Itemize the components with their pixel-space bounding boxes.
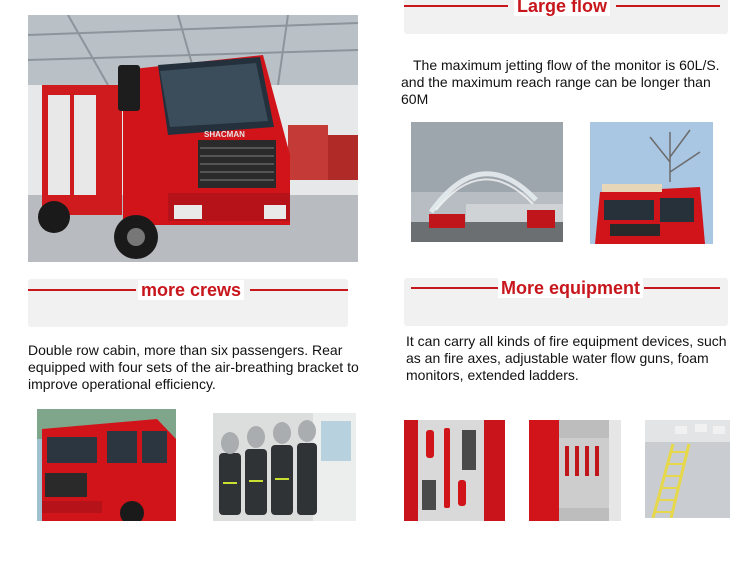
extended-ladder-photo bbox=[645, 420, 730, 518]
more-equipment-rule-right bbox=[644, 287, 720, 289]
breathing-bracket-photo bbox=[213, 413, 356, 521]
main-truck-photo bbox=[28, 15, 358, 262]
more-equipment-rule-left bbox=[411, 287, 498, 289]
truck-monitor-photo bbox=[590, 122, 713, 244]
more-crews-text: Double row cabin, more than six passengers. Rear equipped with four sets of the air-breathing bracket to improve operational efficiency. bbox=[28, 342, 359, 392]
truck-grille-brand: SHACMAN bbox=[204, 130, 245, 139]
large-flow-text: The maximum jetting flow of the monitor is 60L/S. and the maximum reach range can be longer than 60M bbox=[401, 57, 720, 107]
more-crews-rule-left bbox=[28, 289, 136, 291]
large-flow-rule-right bbox=[616, 5, 720, 7]
water-jet-photo bbox=[411, 122, 563, 242]
large-flow-rule-left bbox=[404, 5, 508, 7]
more-crews-heading: more crews bbox=[138, 280, 244, 300]
large-flow-heading: Large flow bbox=[514, 0, 610, 16]
more-equipment-text: It can carry all kinds of fire equipment devices, such as an fire axes, adjustable water flow guns, foam monitors, extended ladders. bbox=[406, 333, 727, 383]
more-equipment-heading: More equipment bbox=[498, 278, 643, 298]
double-cabin-photo bbox=[37, 409, 176, 521]
more-crews-rule-right bbox=[250, 289, 348, 291]
equipment-compartment-photo bbox=[404, 420, 505, 521]
tool-panel-photo bbox=[529, 420, 621, 521]
